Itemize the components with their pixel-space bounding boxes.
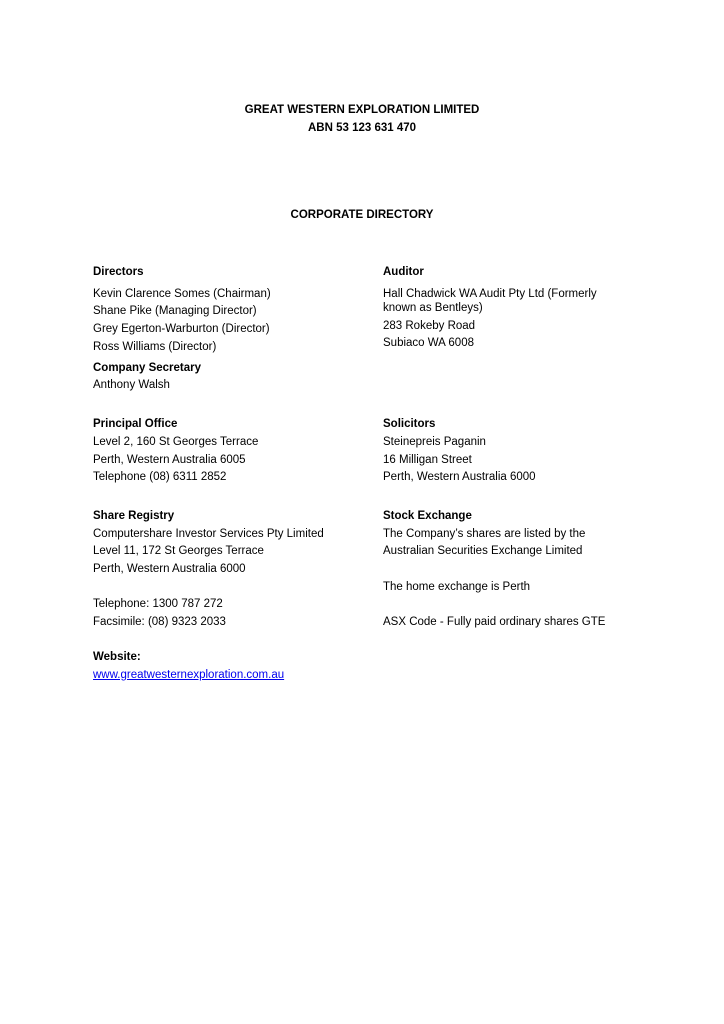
company-secretary-line: Anthony Walsh bbox=[93, 379, 170, 391]
share-registry-line: Level 11, 172 St Georges Terrace bbox=[93, 545, 264, 557]
auditor-line: 283 Rokeby Road bbox=[383, 320, 476, 332]
stock-exchange-line: The Company’s shares are listed by the bbox=[383, 528, 586, 540]
principal-office-line: Telephone (08) 6311 2852 bbox=[93, 471, 227, 483]
auditor-heading: Auditor bbox=[383, 266, 424, 278]
auditor-line: known as Bentleys) bbox=[383, 302, 483, 314]
share-registry-phone: Telephone: 1300 787 272 bbox=[93, 598, 223, 610]
website-link[interactable]: www.greatwesternexploration.com.au bbox=[93, 669, 285, 681]
solicitors-line: Perth, Western Australia 6000 bbox=[383, 471, 536, 483]
director-line: Kevin Clarence Somes (Chairman) bbox=[93, 288, 271, 300]
share-registry-line: Perth, Western Australia 6000 bbox=[93, 563, 246, 575]
principal-office-heading: Principal Office bbox=[93, 418, 178, 430]
stock-exchange-home: The home exchange is Perth bbox=[383, 581, 531, 593]
director-line: Ross Williams (Director) bbox=[93, 341, 217, 353]
solicitors-line: 16 Milligan Street bbox=[383, 454, 472, 466]
solicitors-heading: Solicitors bbox=[383, 418, 436, 430]
director-line: Shane Pike (Managing Director) bbox=[93, 305, 257, 317]
stock-exchange-asx-code: ASX Code - Fully paid ordinary shares GTE bbox=[383, 616, 606, 628]
company-name: GREAT WESTERN EXPLORATION LIMITED bbox=[244, 104, 480, 116]
company-secretary-heading: Company Secretary bbox=[93, 362, 202, 374]
auditor-line: Hall Chadwick WA Audit Pty Ltd (Formerly bbox=[383, 288, 597, 300]
principal-office-line: Perth, Western Australia 6005 bbox=[93, 454, 246, 466]
directors-heading: Directors bbox=[93, 266, 144, 278]
solicitors-line: Steinepreis Paganin bbox=[383, 436, 486, 448]
share-registry-fax: Facsimile: (08) 9323 2033 bbox=[93, 616, 226, 628]
auditor-line: Subiaco WA 6008 bbox=[383, 337, 474, 349]
share-registry-line: Computershare Investor Services Pty Limited bbox=[93, 528, 324, 540]
website-heading: Website: bbox=[93, 651, 141, 663]
share-registry-heading: Share Registry bbox=[93, 510, 175, 522]
stock-exchange-line: Australian Securities Exchange Limited bbox=[383, 545, 583, 557]
page-title: CORPORATE DIRECTORY bbox=[290, 209, 434, 221]
principal-office-line: Level 2, 160 St Georges Terrace bbox=[93, 436, 259, 448]
director-line: Grey Egerton-Warburton (Director) bbox=[93, 323, 270, 335]
stock-exchange-heading: Stock Exchange bbox=[383, 510, 472, 522]
company-abn: ABN 53 123 631 470 bbox=[307, 122, 417, 134]
